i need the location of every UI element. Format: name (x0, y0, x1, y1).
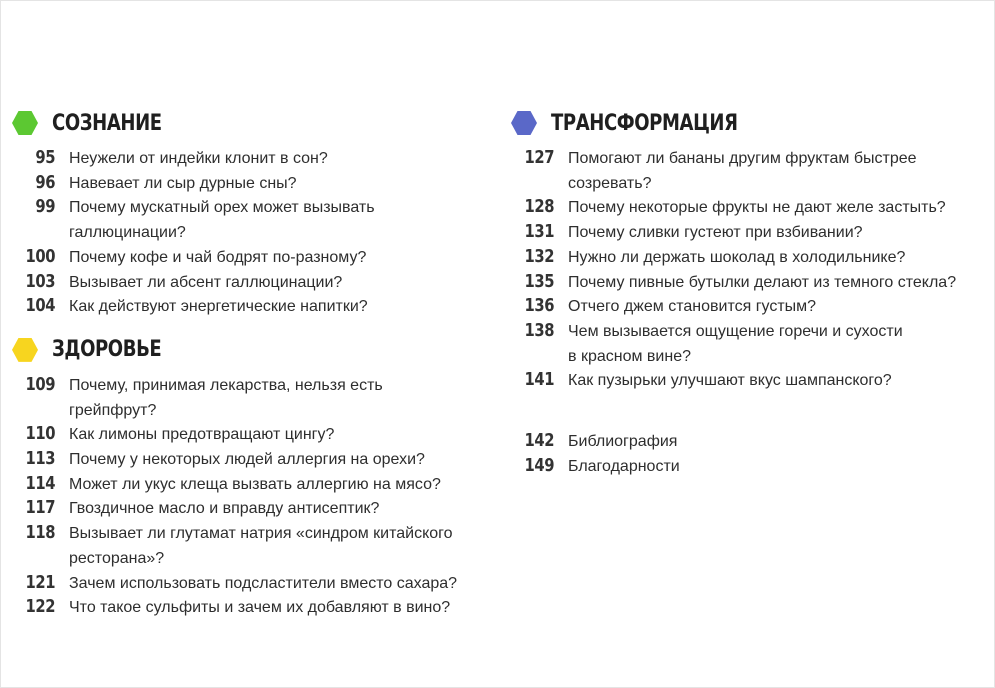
page-number: 121 (25, 571, 55, 593)
page-number: 118 (25, 522, 55, 544)
section-title: СОЗНАНИЕ (52, 110, 162, 136)
toc-entry[interactable] (11, 172, 491, 197)
toc-entry[interactable] (11, 196, 491, 245)
entry-text: Библиография (568, 433, 678, 451)
section-header (11, 332, 491, 368)
toc-entry[interactable] (510, 320, 980, 369)
toc-entry[interactable] (510, 246, 980, 271)
toc-entry[interactable] (510, 455, 980, 480)
page-number: 127 (524, 147, 554, 168)
page-number: 149 (524, 454, 554, 476)
toc-entry[interactable] (510, 221, 980, 246)
page-number: 99 (35, 196, 55, 218)
page-number: 131 (524, 221, 554, 243)
toc-entry[interactable] (11, 473, 491, 498)
toc-entry[interactable] (11, 572, 491, 597)
left-column (11, 105, 491, 633)
page-number: 95 (35, 147, 55, 168)
section-soznanie (11, 105, 491, 320)
page-number: 114 (25, 472, 55, 494)
entry-text: Отчего джем становится густым? (568, 298, 817, 316)
entry-text: Навевает ли сыр дурные сны? (69, 174, 297, 192)
toc-entry[interactable] (11, 147, 491, 172)
entry-text: Что такое сульфиты и зачем их добавляют в вино? (69, 599, 451, 617)
section-title: ТРАНСФОРМАЦИЯ (551, 110, 738, 136)
toc-entry[interactable] (11, 246, 491, 271)
page-number: 138 (524, 319, 554, 341)
entry-text: Как действуют энергетические напитки? (69, 298, 368, 316)
entry-text: Благодарности (568, 457, 680, 475)
entry-text: Почему мускатный орех может вызывать галлюцинации? (69, 199, 375, 242)
toc-entry[interactable] (510, 430, 980, 455)
green-hexagon-icon (12, 111, 38, 135)
entry-text: Может ли укус клеща вызвать аллергию на мясо? (69, 475, 441, 493)
entry-text: Почему некоторые фрукты не дают желе застыть? (568, 199, 946, 217)
spacer (510, 406, 980, 430)
page-number: 103 (25, 270, 55, 292)
toc-entry[interactable] (11, 522, 491, 571)
toc-entry[interactable] (11, 295, 491, 320)
toc-entry[interactable] (11, 497, 491, 522)
entry-text: Нужно ли держать шоколад в холодильнике? (568, 248, 906, 266)
entry-text: Вызывает ли абсент галлюцинации? (69, 273, 343, 291)
entry-text: Гвоздичное масло и вправду антисептик? (69, 500, 380, 518)
toc-entry[interactable] (510, 147, 980, 196)
entry-text: Почему пивные бутылки делают из темного стекла? (568, 273, 957, 291)
section-zdorovye (11, 332, 491, 621)
toc-entry[interactable] (510, 295, 980, 320)
page-number: 128 (524, 196, 554, 218)
toc-entry[interactable] (11, 423, 491, 448)
entry-text: Помогают ли бананы другим фруктам быстрее созревать? (568, 150, 917, 192)
page-number: 136 (524, 295, 554, 317)
right-column (510, 105, 980, 479)
page-number: 141 (524, 369, 554, 391)
entry-text: Чем вызывается ощущение горечи и сухости в красном вине? (568, 322, 903, 365)
toc-entry[interactable] (11, 374, 491, 423)
section-transformaciya (510, 105, 980, 394)
page-number: 100 (25, 245, 55, 267)
section-title: ЗДОРОВЬЕ (52, 337, 162, 363)
page-number: 109 (25, 373, 55, 395)
entry-text: Зачем использовать подсластители вместо сахара? (69, 574, 458, 592)
page-number: 122 (25, 596, 55, 618)
page-number: 117 (25, 497, 55, 519)
page-number: 132 (524, 245, 554, 267)
toc-entry[interactable] (510, 369, 980, 394)
entry-text: Неужели от индейки клонит в сон? (69, 150, 328, 167)
entry-text: Почему сливки густеют при взбивании? (568, 224, 863, 242)
entry-text: Как пузырьки улучшают вкус шампанского? (568, 372, 892, 390)
entry-text: Вызывает ли глутамат натрия «синдром китайского ресторана»? (69, 525, 453, 567)
toc-entry[interactable] (11, 448, 491, 473)
section-header (11, 105, 491, 141)
toc-entry[interactable] (510, 271, 980, 296)
entry-text: Почему кофе и чай бодрят по-разному? (69, 248, 367, 266)
page-number: 110 (25, 423, 55, 445)
entry-text: Почему, принимая лекарства, нельзя есть грейпфрут? (69, 376, 383, 419)
entry-text: Как лимоны предотвращают цингу? (69, 426, 335, 444)
entry-text: Почему у некоторых людей аллергия на орехи? (69, 451, 425, 469)
toc-entry[interactable] (11, 596, 491, 621)
page-number: 142 (524, 430, 554, 452)
toc-entry[interactable] (11, 271, 491, 296)
section-header (510, 105, 980, 141)
page-number: 113 (25, 448, 55, 470)
yellow-hexagon-icon (12, 338, 38, 362)
page-number: 96 (35, 171, 55, 193)
back-matter (510, 430, 980, 479)
blue-hexagon-icon (511, 111, 537, 135)
page-number: 135 (524, 270, 554, 292)
toc-entry[interactable] (510, 196, 980, 221)
page-number: 104 (25, 295, 55, 317)
